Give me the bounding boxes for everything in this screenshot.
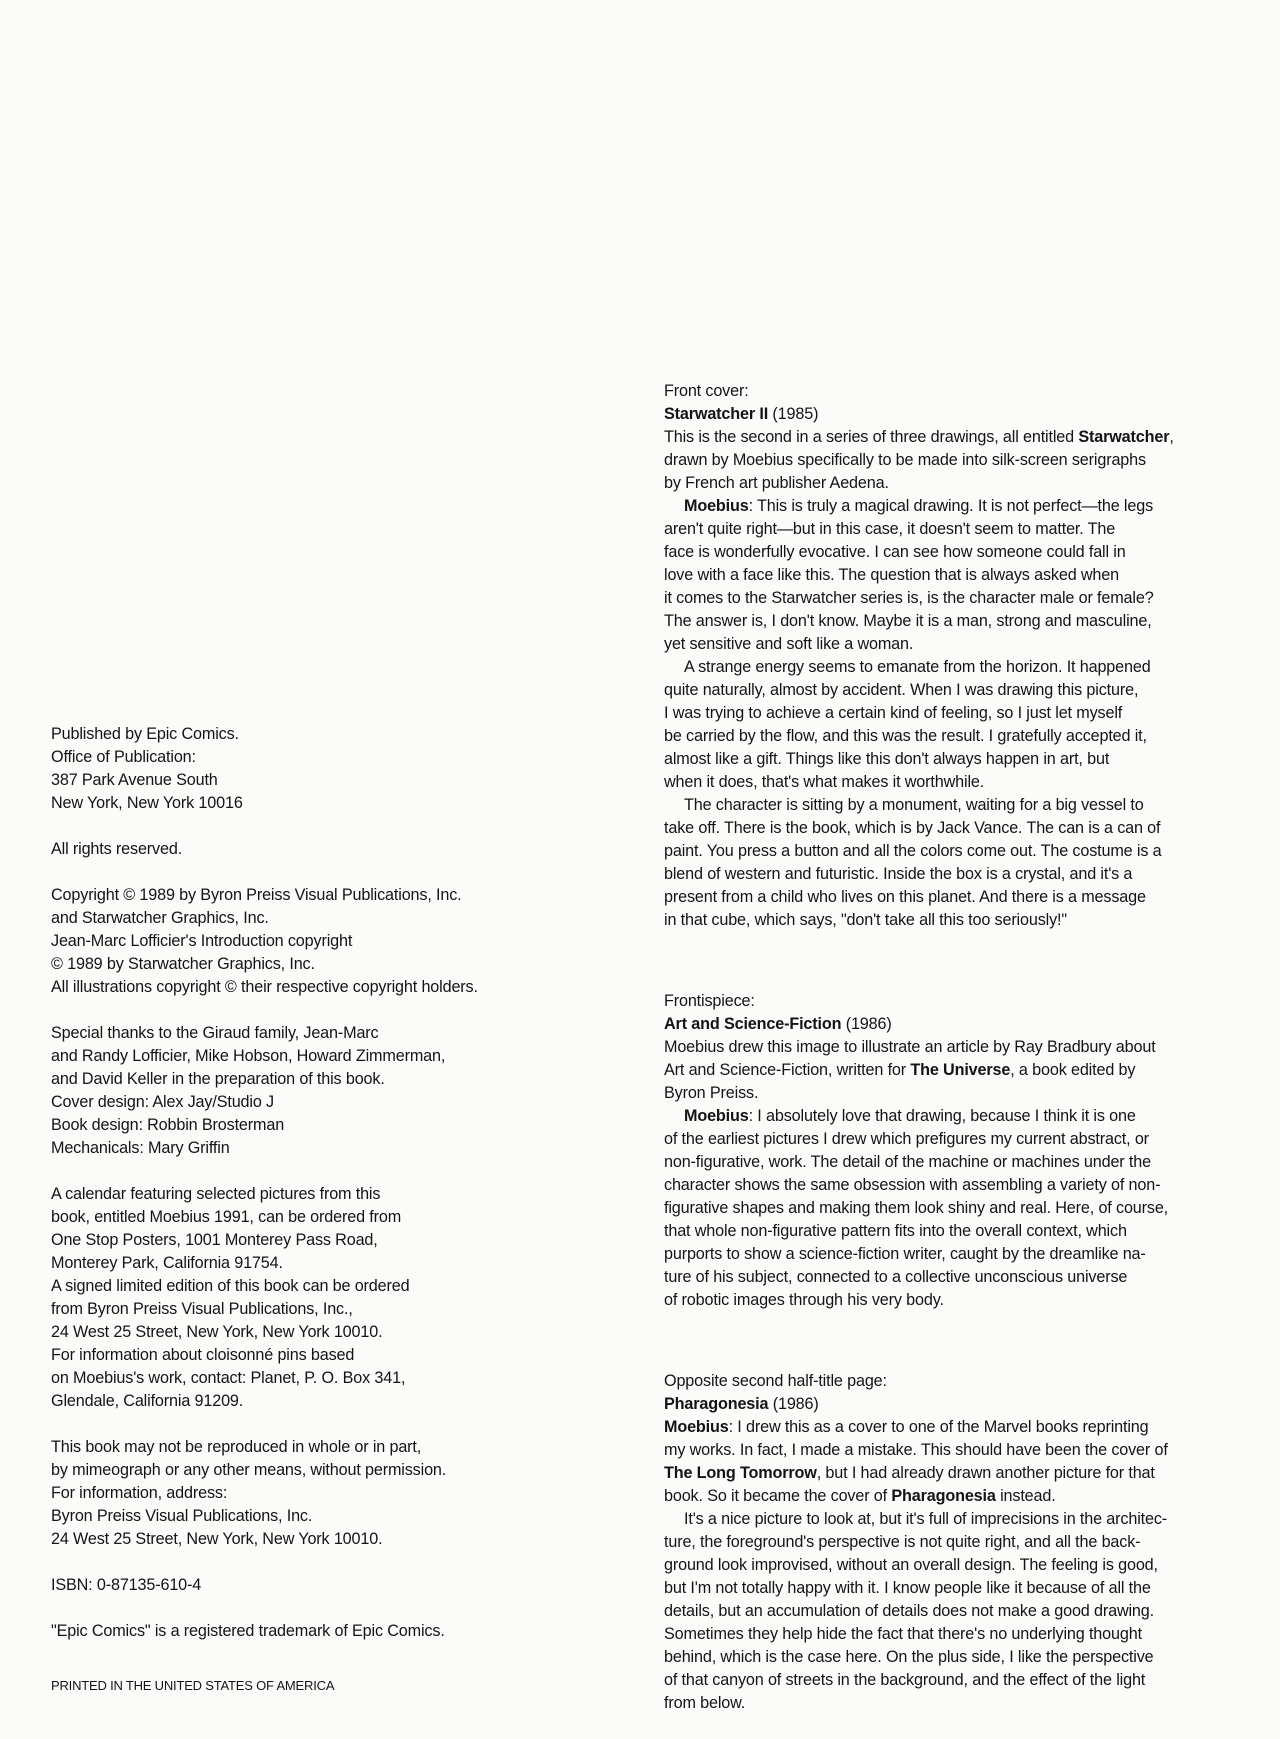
credits-line: Book design: Robbin Brosterman: [51, 1116, 285, 1134]
ordering-line: For information about cloisonné pins based: [51, 1346, 355, 1364]
section-label: Front cover:: [664, 382, 749, 400]
publisher-line: 387 Park Avenue South: [51, 771, 218, 789]
artwork-year: (1986): [772, 1395, 819, 1413]
picture-notes-column: [664, 380, 1224, 1715]
copyright-line: Copyright © 1989 by Byron Preiss Visual Publications, Inc.: [51, 886, 462, 904]
ordering-line: A calendar featuring selected pictures from this: [51, 1185, 381, 1203]
copyright-line: © 1989 by Starwatcher Graphics, Inc.: [51, 955, 315, 973]
artwork-heading: [664, 1013, 1224, 1036]
isbn: ISBN: 0-87135-610-4: [51, 1576, 202, 1594]
credits-line: and Randy Lofficier, Mike Hobson, Howard Zimmerman,: [51, 1047, 446, 1065]
reproduction-block: [51, 1436, 571, 1551]
speaker-name: Moebius: [684, 1107, 749, 1125]
copyright-line: and Starwatcher Graphics, Inc.: [51, 909, 269, 927]
credits-block: [51, 1022, 571, 1160]
reproduction-line: This book may not be reproduced in whole or in part,: [51, 1438, 422, 1456]
ordering-line: Glendale, California 91209.: [51, 1392, 244, 1410]
artwork-title: Starwatcher II: [664, 405, 769, 423]
ordering-line: on Moebius's work, contact: Planet, P. O. Box 341,: [51, 1369, 406, 1387]
speaker-name: Moebius: [664, 1418, 729, 1436]
section-label: Frontispiece:: [664, 992, 755, 1010]
copyright-block: [51, 884, 571, 999]
artwork-heading: [664, 403, 1224, 426]
publisher-block: [51, 723, 571, 815]
artwork-title: Art and Science-Fiction: [664, 1015, 842, 1033]
artwork-year: (1985): [772, 405, 819, 423]
copyright-line: Jean-Marc Lofficier's Introduction copyright: [51, 932, 353, 950]
ordering-line: Monterey Park, California 91754.: [51, 1254, 283, 1272]
artwork-year: (1986): [845, 1015, 892, 1033]
trademark-notice: "Epic Comics" is a registered trademark of Epic Comics.: [51, 1622, 445, 1640]
printed-in-usa: PRINTED IN THE UNITED STATES OF AMERICA: [51, 1678, 335, 1693]
front-cover-note: Front cover: Starwatcher II (1985) This is the second in a series of three drawings, all entitled Starwatcher, drawn by Moebius specifically to be made into silk-screen serigraphs by French art publisher Aedena. Moebius: This is truly a magical drawing. It is not perfect—the legs aren't quite right—but in this case, it doesn't seem to matter. The face is wonderfully evocative. I can see how someone could fall in love with a face like this. The question that is always asked when it comes to the Starwatcher series is, is the character male or female? The answer is, I don't know. Maybe it is a man, strong and masculine, yet sensitive and soft like a woman. A strange energy seems to emanate from the horizon. It happened quite naturally, almost by accident. When I was drawing this picture, I was trying to achieve a certain kind of feeling, so I just let myself be carried by the flow, and this was the result. I gratefully accepted it, almost like a gift. Things like this don't always happen in art, but when it does, that's what makes it worthwhile. The character is sitting by a monument, waiting for a big vessel to take off. There is the book, which is by Jack Vance. The can is a can of paint. You press a button and all the colors come out. The costume is a blend of western and futuristic. Inside the box is a crystal, and it's a present from a child who lives on this planet. And there is a message in that cube, which says, "don't take all this too seriously!": [664, 380, 1224, 932]
series-title: Starwatcher: [1078, 428, 1170, 446]
book-title: The Universe: [910, 1061, 1011, 1079]
ordering-line: from Byron Preiss Visual Publications, Inc.,: [51, 1300, 353, 1318]
half-title-note: Opposite second half-title page: Pharagonesia (1986) Moebius: I drew this as a cover to one of the Marvel books reprinting my works. In fact, I made a mistake. This should have been the cover of The Long Tomorrow, but I had already drawn another picture for that book. So it became the cover of Pharagonesia instead. It's a nice picture to look at, but it's full of imprecisions in the architec- ture, the foreground's perspective is not quite right, and all the back- ground look improvised, without an overall design. The feeling is good, but I'm not totally happy with it. I know people like it because of all the details, but an accumulation of details does not make a good drawing. Sometimes they help hide the fact that there's no underlying thought behind, which is the case here. On the plus side, I like the perspective of that canyon of streets in the background, and the effect of the light from below.: [664, 1370, 1224, 1715]
reproduction-line: 24 West 25 Street, New York, New York 10010.: [51, 1530, 383, 1548]
ordering-line: book, entitled Moebius 1991, can be ordered from: [51, 1208, 402, 1226]
imprint-column: [51, 723, 571, 1697]
credits-line: and David Keller in the preparation of this book.: [51, 1070, 385, 1088]
frontispiece-note: Frontispiece: Art and Science-Fiction (1986) Moebius drew this image to illustrate an article by Ray Bradbury about Art and Science-Fiction, written for The Universe, a book edited by Byron Preiss. Moebius: I absolutely love that drawing, because I think it is one of the earliest pictures I drew which prefigures my current abstract, or non-figurative, work. The detail of the machine or machines under the character shows the same obsession with assembling a variety of non- figurative shapes and making them look shiny and real. Here, of course, that whole non-figurative pattern fits into the overall context, which purports to show a science-fiction writer, caught by the dreamlike na- ture of his subject, connected to a collective unconscious universe of robotic images through his very body.: [664, 990, 1224, 1312]
reproduction-line: For information, address:: [51, 1484, 228, 1502]
copyright-line: All illustrations copyright © their respective copyright holders.: [51, 978, 478, 996]
book-title: The Long Tomorrow: [664, 1464, 817, 1482]
ordering-line: One Stop Posters, 1001 Monterey Pass Road,: [51, 1231, 378, 1249]
ordering-line: 24 West 25 Street, New York, New York 10010.: [51, 1323, 383, 1341]
artwork-title: Pharagonesia: [664, 1395, 769, 1413]
artwork-heading: [664, 1393, 1224, 1416]
credits-line: Special thanks to the Giraud family, Jean-Marc: [51, 1024, 379, 1042]
reproduction-line: by mimeograph or any other means, without permission.: [51, 1461, 447, 1479]
ordering-block: [51, 1183, 571, 1413]
book-title: Pharagonesia: [891, 1487, 996, 1505]
publisher-line: New York, New York 10016: [51, 794, 243, 812]
reproduction-line: Byron Preiss Visual Publications, Inc.: [51, 1507, 313, 1525]
publisher-line: Office of Publication:: [51, 748, 196, 766]
credits-line: Mechanicals: Mary Griffin: [51, 1139, 230, 1157]
section-label: Opposite second half-title page:: [664, 1372, 887, 1390]
speaker-name: Moebius: [684, 497, 749, 515]
rights-reserved: All rights reserved.: [51, 840, 183, 858]
ordering-line: A signed limited edition of this book can be ordered: [51, 1277, 410, 1295]
credits-line: Cover design: Alex Jay/Studio J: [51, 1093, 274, 1111]
publisher-line: Published by Epic Comics.: [51, 725, 239, 743]
